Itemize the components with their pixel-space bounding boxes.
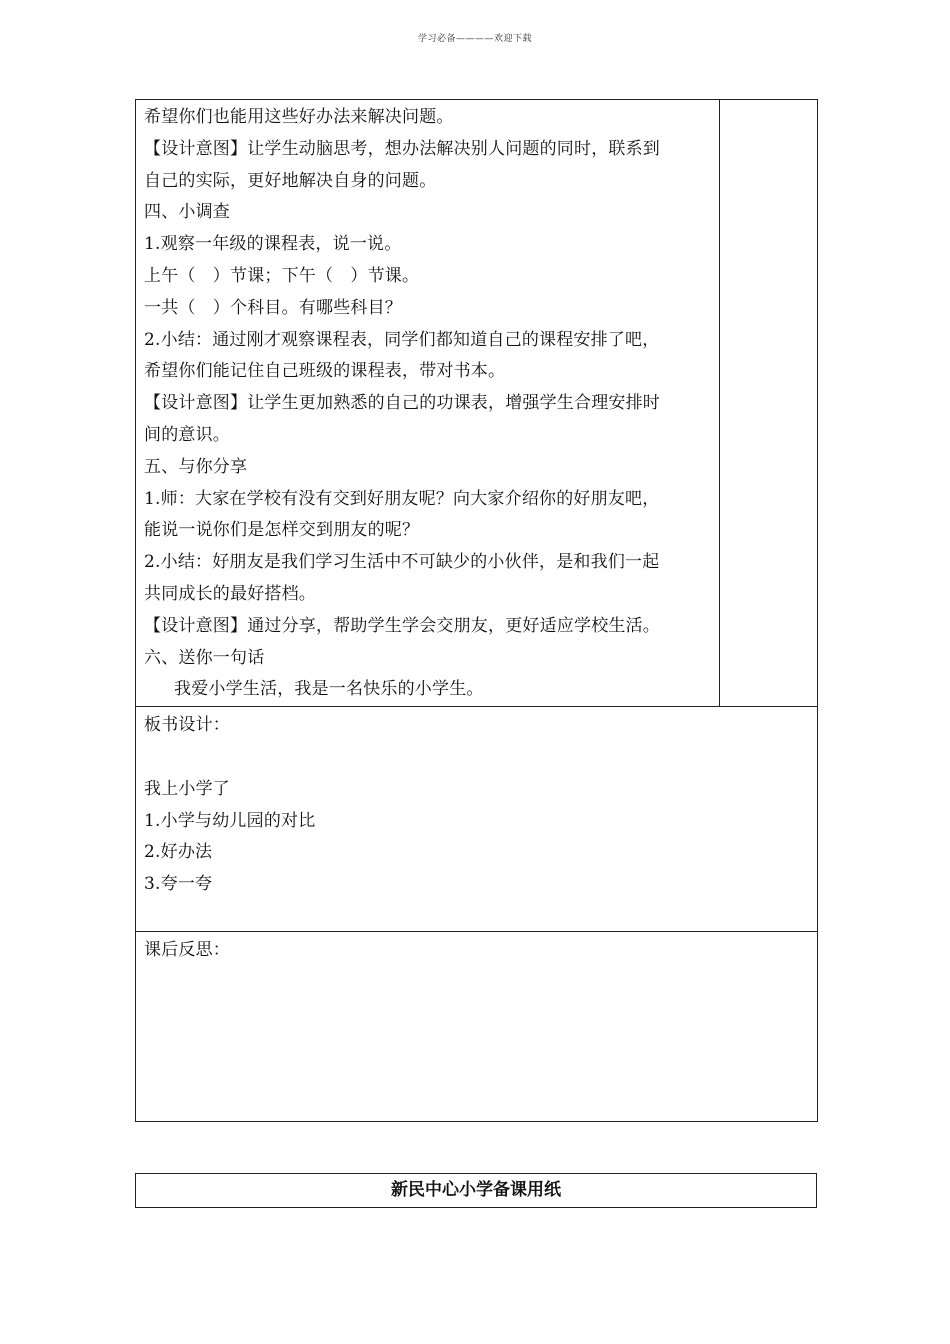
board-design-item: 2.好办法 — [144, 842, 213, 863]
reflection-row — [136, 932, 818, 1122]
lesson-line: 间的意识。 — [144, 424, 230, 445]
reflection-label: 课后反思： — [144, 940, 230, 961]
page-header-note: 学习必备————欢迎下载 — [417, 34, 532, 44]
spacer — [144, 742, 809, 774]
board-design-cell — [136, 707, 818, 932]
lesson-line: 共同成长的最好搭档。 — [144, 583, 316, 604]
lesson-line: 1.观察一年级的课程表，说一说。 — [144, 234, 402, 255]
footer-title: 新民中心小学备课用纸 — [391, 1180, 561, 1200]
lesson-line: 上午（ ）节课；下午（ ）节课。 — [144, 265, 420, 286]
summary-line: 2.小结：好朋友是我们学习生活中不可缺少的小伙伴，是和我们一起 — [144, 552, 660, 573]
lesson-line: 希望你们也能用这些好办法来解决问题。 — [144, 107, 454, 127]
design-intent-line: 【设计意图】让学生更加熟悉的自己的功课表，增强学生合理安排时 — [144, 393, 660, 414]
board-design-item: 3.夸一夸 — [144, 874, 213, 895]
lesson-content-cell — [136, 100, 720, 707]
reflection-cell — [136, 932, 818, 1122]
footer-title-box — [135, 1173, 817, 1208]
lesson-line: 一共（ ）个科目。有哪些科目？ — [144, 297, 402, 318]
design-intent-line: 【设计意图】通过分享，帮助学生学会交朋友，更好适应学校生活。 — [144, 615, 660, 636]
lesson-content-row — [136, 100, 818, 707]
lesson-line: 1.师：大家在学校有没有交到好朋友呢？向大家介绍你的好朋友吧， — [144, 488, 660, 509]
board-design-title: 我上小学了 — [144, 778, 230, 799]
board-design-item: 1.小学与幼儿园的对比 — [144, 810, 316, 831]
lesson-line: 希望你们能记住自己班级的课程表，带对书本。 — [144, 361, 506, 382]
lesson-plan-table — [135, 99, 818, 1122]
closing-sentence: 我爱小学生活，我是一名快乐的小学生。 — [174, 679, 484, 700]
section-heading-sentence: 六、送你一句话 — [144, 647, 265, 668]
section-heading-survey: 四、小调查 — [144, 202, 230, 223]
board-design-label: 板书设计： — [144, 715, 230, 736]
summary-line: 2.小结：通过刚才观察课程表，同学们都知道自己的课程安排了吧， — [144, 329, 660, 350]
design-intent-line: 【设计意图】让学生动脑思考，想办法解决别人问题的同时，联系到 — [144, 138, 660, 159]
lesson-line: 自己的实际，更好地解决自身的问题。 — [144, 170, 437, 191]
board-design-row — [136, 707, 818, 932]
lesson-notes-cell — [720, 100, 818, 707]
lesson-line: 能说一说你们是怎样交到朋友的呢？ — [144, 520, 420, 541]
section-heading-share: 五、与你分享 — [144, 456, 248, 477]
